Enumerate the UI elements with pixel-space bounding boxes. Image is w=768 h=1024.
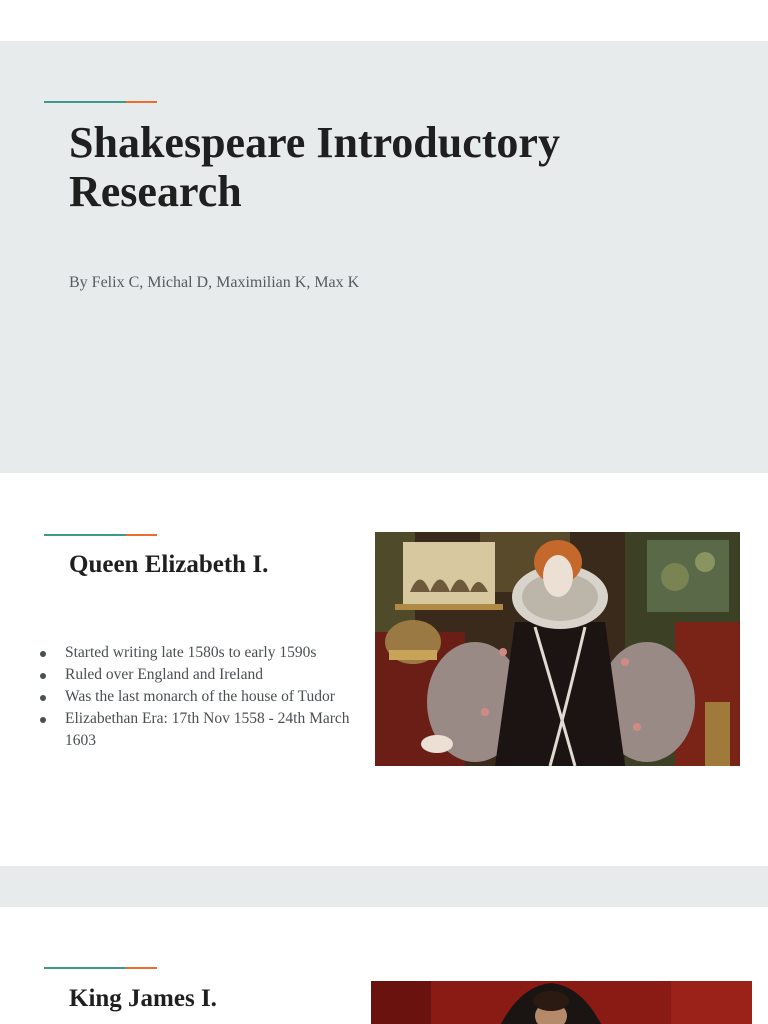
- portrait-of-queen-elizabeth-i: [375, 532, 740, 766]
- presentation-byline: By Felix C, Michal D, Maximilian K, Max K: [69, 274, 360, 291]
- portrait-of-king-james-i: [371, 981, 752, 1024]
- accent-line: [44, 967, 157, 969]
- list-item: Ruled over England and Ireland: [40, 664, 355, 686]
- slide-heading: Queen Elizabeth I.: [69, 551, 269, 578]
- accent-line: [44, 101, 157, 103]
- accent-line: [44, 534, 157, 536]
- list-item: Started writing late 1580s to early 1590s: [40, 642, 355, 664]
- slide-heading: King James I.: [69, 985, 217, 1012]
- presentation-title: Shakespeare Introductory Research: [69, 118, 560, 216]
- slide-separator: [0, 866, 768, 907]
- list-item: Was the last monarch of the house of Tudor: [40, 686, 355, 708]
- title-slide: [0, 41, 768, 473]
- list-item: Elizabethan Era: 17th Nov 1558 - 24th March 1603: [40, 708, 355, 752]
- bullet-list: [40, 642, 355, 752]
